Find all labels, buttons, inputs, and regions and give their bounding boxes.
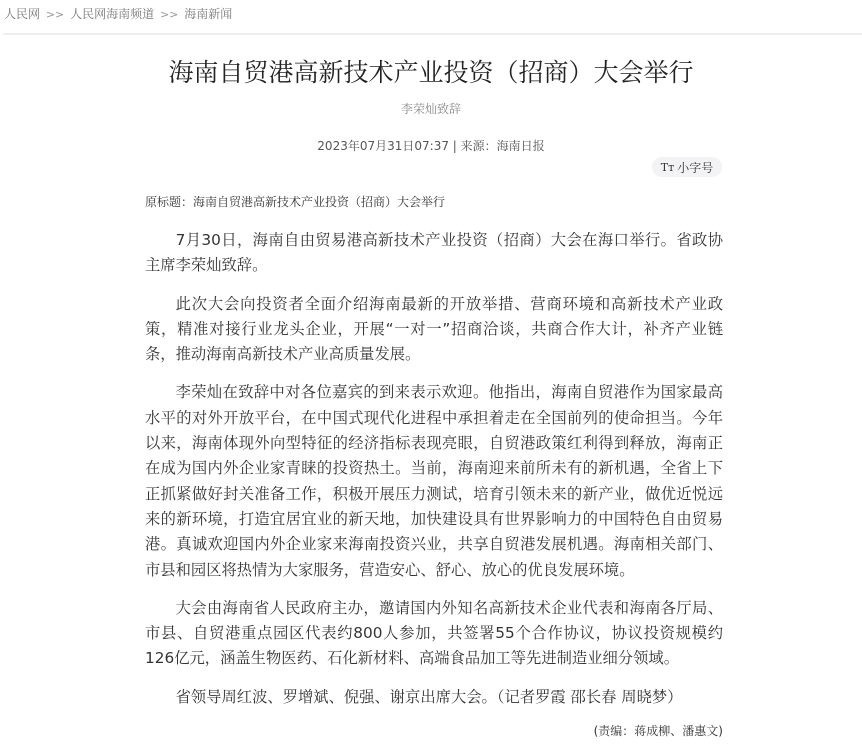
article-paragraph: 此次大会向投资者全面介绍海南最新的开放举措、营商环境和高新技术产业政策，精准对接行业龙头企业，开展“一对一”招商洽谈，共商合作大计，补齐产业链条，推动海南高新技术产业高质量发展。 [145, 294, 723, 364]
original-title: 原标题：海南自贸港高新技术产业投资（招商）大会举行 [145, 195, 446, 209]
source-label: 来源： [460, 139, 497, 153]
font-size-toggle-button[interactable] [652, 157, 722, 177]
article-subtitle: 李荣灿致辞 [400, 102, 461, 116]
article-paragraph: 7月30日，海南自由贸易港高新技术产业投资（招商）大会在海口举行。省政协主席李荣灿致辞。 [145, 231, 723, 275]
article-title: 海南自贸港高新技术产业投资（招商）大会举行 [168, 58, 694, 87]
article-meta [0, 139, 862, 154]
breadcrumb-link-hainan-news[interactable]: 海南新闻 [184, 7, 233, 21]
article-paragraph: 大会由海南省人民政府主办，邀请国内外知名高新技术企业代表和海南各厅局、市县、自贸港重点园区代表约800人参加，共签署55个合作协议，协议投资规模约126亿元，涵盖生物医药、石化新材料、高端食品加工等先进制造业细分领域。 [145, 598, 723, 668]
breadcrumb-separator: >> [159, 8, 179, 21]
breadcrumb [4, 5, 232, 22]
header-divider [3, 33, 862, 35]
font-size-label: 小字号 [677, 160, 714, 175]
breadcrumb-link-people[interactable]: 人民网 [4, 7, 41, 21]
article-paragraph: 省领导周红波、罗增斌、倪强、谢京出席大会。（记者罗霞 邵长春 周晓梦） [175, 687, 683, 706]
font-size-icon: Tт [660, 160, 675, 174]
source-link[interactable]: 海南日报 [496, 139, 545, 153]
breadcrumb-link-hainan-channel[interactable]: 人民网海南频道 [70, 7, 155, 21]
breadcrumb-separator: >> [45, 8, 65, 21]
meta-separator: | [452, 139, 461, 153]
article-body [145, 228, 723, 710]
article-editor: (责编：蒋成柳、潘惠文) [593, 724, 723, 739]
article-content [145, 228, 723, 749]
article-paragraph: 李荣灿在致辞中对各位嘉宾的到来表示欢迎。他指出，海南自贸港作为国家最高水平的对外开放平台，在中国式现代化进程中承担着走在全国前列的使命担当。今年以来，海南体现外向型特征的经济指标表现亮眼，自贸港政策红利得到释放，海南正在成为国内外企业家青睐的投资热土。当前，海南迎来前所未有的新机遇，全省上下正抓紧做好封关准备工作，积极开展压力测试，培育引领未来的新产业，做优近悦远来的新环境，打造宜居宜业的新天地，加快建设具有世界影响力的中国特色自由贸易港。真诚欢迎国内外企业家来海南投资兴业，共享自贸港发展机遇。海南相关部门、市县和园区将热情为大家服务，营造安心、舒心、放心的优良发展环境。 [145, 383, 723, 579]
publish-datetime: 2023年07月31日07:37 [317, 139, 449, 153]
